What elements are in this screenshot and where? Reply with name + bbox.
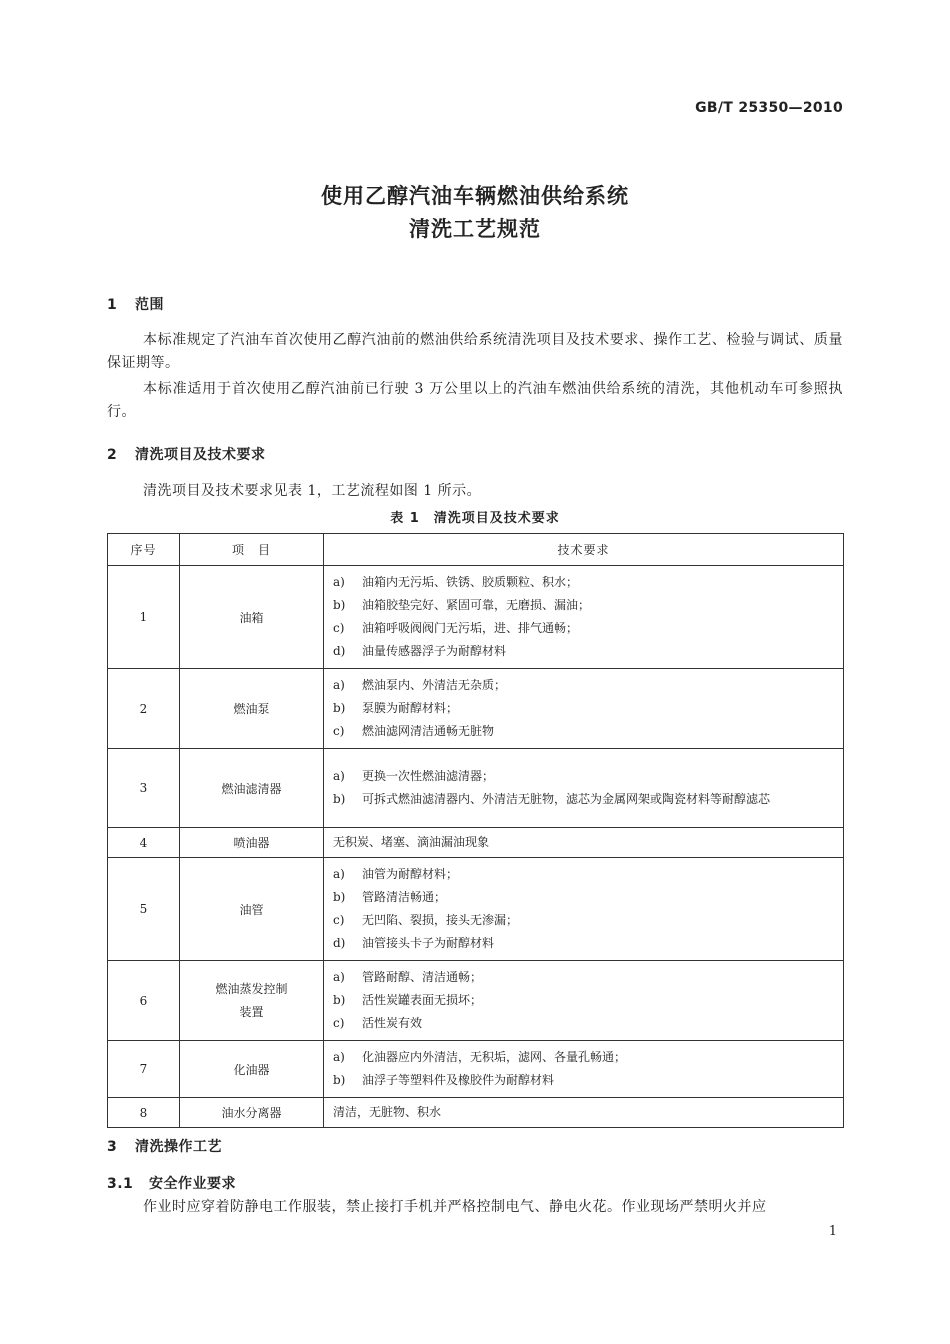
row-no: 2 xyxy=(108,669,180,749)
section-1-paragraph-1: 本标准规定了汽油车首次使用乙醇汽油前的燃油供给系统清洗项目及技术要求、操作工艺、检验与调试、质量保证期等。 xyxy=(107,332,843,371)
requirement-text: 油箱呼吸阀阀门无污垢，进、排气通畅； xyxy=(362,621,579,635)
requirement-label: a) xyxy=(333,575,345,589)
requirement-item xyxy=(333,966,835,989)
row-item xyxy=(180,961,324,1041)
requirement-item xyxy=(333,765,835,788)
table-row xyxy=(108,669,844,749)
row-item: 油箱 xyxy=(180,566,324,669)
requirement-text: 更换一次性燃油滤清器； xyxy=(362,769,495,783)
row-item: 化油器 xyxy=(180,1041,324,1098)
requirement-text: 油浮子等塑料件及橡胶件为耐醇材料 xyxy=(362,1073,555,1087)
row-requirements xyxy=(324,1041,844,1098)
requirement-item xyxy=(333,863,835,886)
row-no: 6 xyxy=(108,961,180,1041)
row-requirements xyxy=(324,749,844,828)
table-row xyxy=(108,566,844,669)
requirement-text: 活性炭有效 xyxy=(362,1016,423,1030)
requirement-item xyxy=(333,886,835,909)
section-1-number: 1 xyxy=(107,297,118,313)
row-no: 1 xyxy=(108,566,180,669)
section-3-1-heading xyxy=(107,1173,236,1193)
title-line-2: 清洗工艺规范 xyxy=(409,217,541,241)
requirement-label: c) xyxy=(333,1016,345,1030)
section-3-number: 3 xyxy=(107,1139,118,1155)
requirement-text: 油管接头卡子为耐醇材料 xyxy=(362,936,495,950)
requirement-label: b) xyxy=(333,1073,346,1087)
requirement-text: 可拆式燃油滤清器内、外清洁无脏物，滤芯为金属网架或陶瓷材料等耐醇滤芯 xyxy=(362,792,771,806)
requirement-item xyxy=(333,1012,835,1035)
row-no: 4 xyxy=(108,828,180,858)
title-line-1: 使用乙醇汽油车辆燃油供给系统 xyxy=(321,184,629,208)
page-number: 1 xyxy=(828,1224,837,1239)
section-3-title: 清洗操作工艺 xyxy=(135,1139,222,1155)
header-requirements: 技术要求 xyxy=(324,534,844,566)
requirement-label: a) xyxy=(333,970,345,984)
section-1-paragraph-2: 本标准适用于首次使用乙醇汽油前已行驶 3 万公里以上的汽油车燃油供给系统的清洗，其他机动车可参照执行。 xyxy=(107,381,843,420)
requirement-label: a) xyxy=(333,867,345,881)
requirement-text: 管路清洁畅通； xyxy=(362,890,447,904)
requirement-item xyxy=(333,909,835,932)
requirement-label: d) xyxy=(333,644,346,658)
requirement-text: 管路耐醇、清洁通畅； xyxy=(362,970,483,984)
requirement-item xyxy=(333,1069,835,1092)
row-item: 燃油滤清器 xyxy=(180,749,324,828)
table-1-caption: 表 1 清洗项目及技术要求 xyxy=(390,511,560,526)
requirement-label: c) xyxy=(333,621,345,635)
table-row xyxy=(108,828,844,858)
section-2-heading xyxy=(107,444,266,464)
requirements-table xyxy=(107,533,844,1128)
requirement-text: 油箱胶垫完好、紧固可靠，无磨损、漏油； xyxy=(362,598,591,612)
section-3-heading xyxy=(107,1136,222,1156)
section-3-1-paragraph: 作业时应穿着防静电工作服装，禁止接打手机并严格控制电气、静电火花。作业现场严禁明火并应 xyxy=(143,1199,767,1215)
row-no: 8 xyxy=(108,1098,180,1128)
requirement-item xyxy=(333,617,835,640)
section-1-title: 范围 xyxy=(135,297,164,313)
row-item-line-1: 燃油蒸发控制 xyxy=(215,981,288,996)
row-item: 燃油泵 xyxy=(180,669,324,749)
table-row xyxy=(108,749,844,828)
section-2-title: 清洗项目及技术要求 xyxy=(135,447,266,463)
requirement-label: c) xyxy=(333,913,345,927)
requirement-item xyxy=(333,932,835,955)
requirement-label: b) xyxy=(333,598,346,612)
row-requirements xyxy=(324,669,844,749)
row-item: 喷油器 xyxy=(180,828,324,858)
section-1-heading xyxy=(107,294,164,314)
row-item: 油水分离器 xyxy=(180,1098,324,1128)
header-no: 序号 xyxy=(108,534,180,566)
requirement-item xyxy=(333,1046,835,1069)
requirement-label: a) xyxy=(333,769,345,783)
requirement-label: a) xyxy=(333,678,345,692)
requirement-text: 化油器应内外清洁，无积垢，滤网、各量孔畅通； xyxy=(362,1050,627,1064)
row-item-line-2: 装置 xyxy=(239,1004,264,1019)
table-row xyxy=(108,1098,844,1128)
requirement-label: c) xyxy=(333,724,345,738)
table-row xyxy=(108,1041,844,1098)
header-item: 项 目 xyxy=(180,534,324,566)
requirement-text: 油管为耐醇材料； xyxy=(362,867,459,881)
table-row xyxy=(108,961,844,1041)
section-2-paragraph-1: 清洗项目及技术要求见表 1，工艺流程如图 1 所示。 xyxy=(143,483,482,499)
requirement-item xyxy=(333,989,835,1012)
section-3-1-number: 3.1 xyxy=(107,1176,134,1192)
row-requirements: 清洁，无脏物、积水 xyxy=(324,1098,844,1128)
standard-number: GB/T 25350—2010 xyxy=(695,100,843,116)
requirement-item xyxy=(333,674,835,697)
row-no: 3 xyxy=(108,749,180,828)
requirement-item xyxy=(333,594,835,617)
row-requirements: 无积炭、堵塞、滴油漏油现象 xyxy=(324,828,844,858)
requirement-item xyxy=(333,571,835,594)
document-title xyxy=(0,180,950,246)
requirement-item xyxy=(333,640,835,663)
row-no: 7 xyxy=(108,1041,180,1098)
requirement-label: b) xyxy=(333,993,346,1007)
requirement-label: b) xyxy=(333,890,346,904)
section-3-1-title: 安全作业要求 xyxy=(149,1176,236,1192)
row-requirements xyxy=(324,961,844,1041)
row-no: 5 xyxy=(108,858,180,961)
table-header-row xyxy=(108,534,844,566)
requirement-text: 活性炭罐表面无损坏； xyxy=(362,993,483,1007)
requirement-label: d) xyxy=(333,936,346,950)
row-requirements xyxy=(324,858,844,961)
requirement-item xyxy=(333,697,835,720)
requirement-label: b) xyxy=(333,701,346,715)
section-2-number: 2 xyxy=(107,447,118,463)
row-item: 油管 xyxy=(180,858,324,961)
requirement-text: 油箱内无污垢、铁锈、胶质颗粒、积水； xyxy=(362,575,579,589)
requirement-text: 燃油泵内、外清洁无杂质； xyxy=(362,678,507,692)
row-requirements xyxy=(324,566,844,669)
requirement-label: a) xyxy=(333,1050,345,1064)
requirement-item xyxy=(333,788,835,811)
requirement-item xyxy=(333,720,835,743)
table-row xyxy=(108,858,844,961)
requirement-text: 油量传感器浮子为耐醇材料 xyxy=(362,644,507,658)
requirement-text: 泵膜为耐醇材料； xyxy=(362,701,459,715)
requirement-text: 燃油滤网清洁通畅无脏物 xyxy=(362,724,495,738)
requirement-label: b) xyxy=(333,792,346,806)
requirement-text: 无凹陷、裂损，接头无渗漏； xyxy=(362,913,519,927)
